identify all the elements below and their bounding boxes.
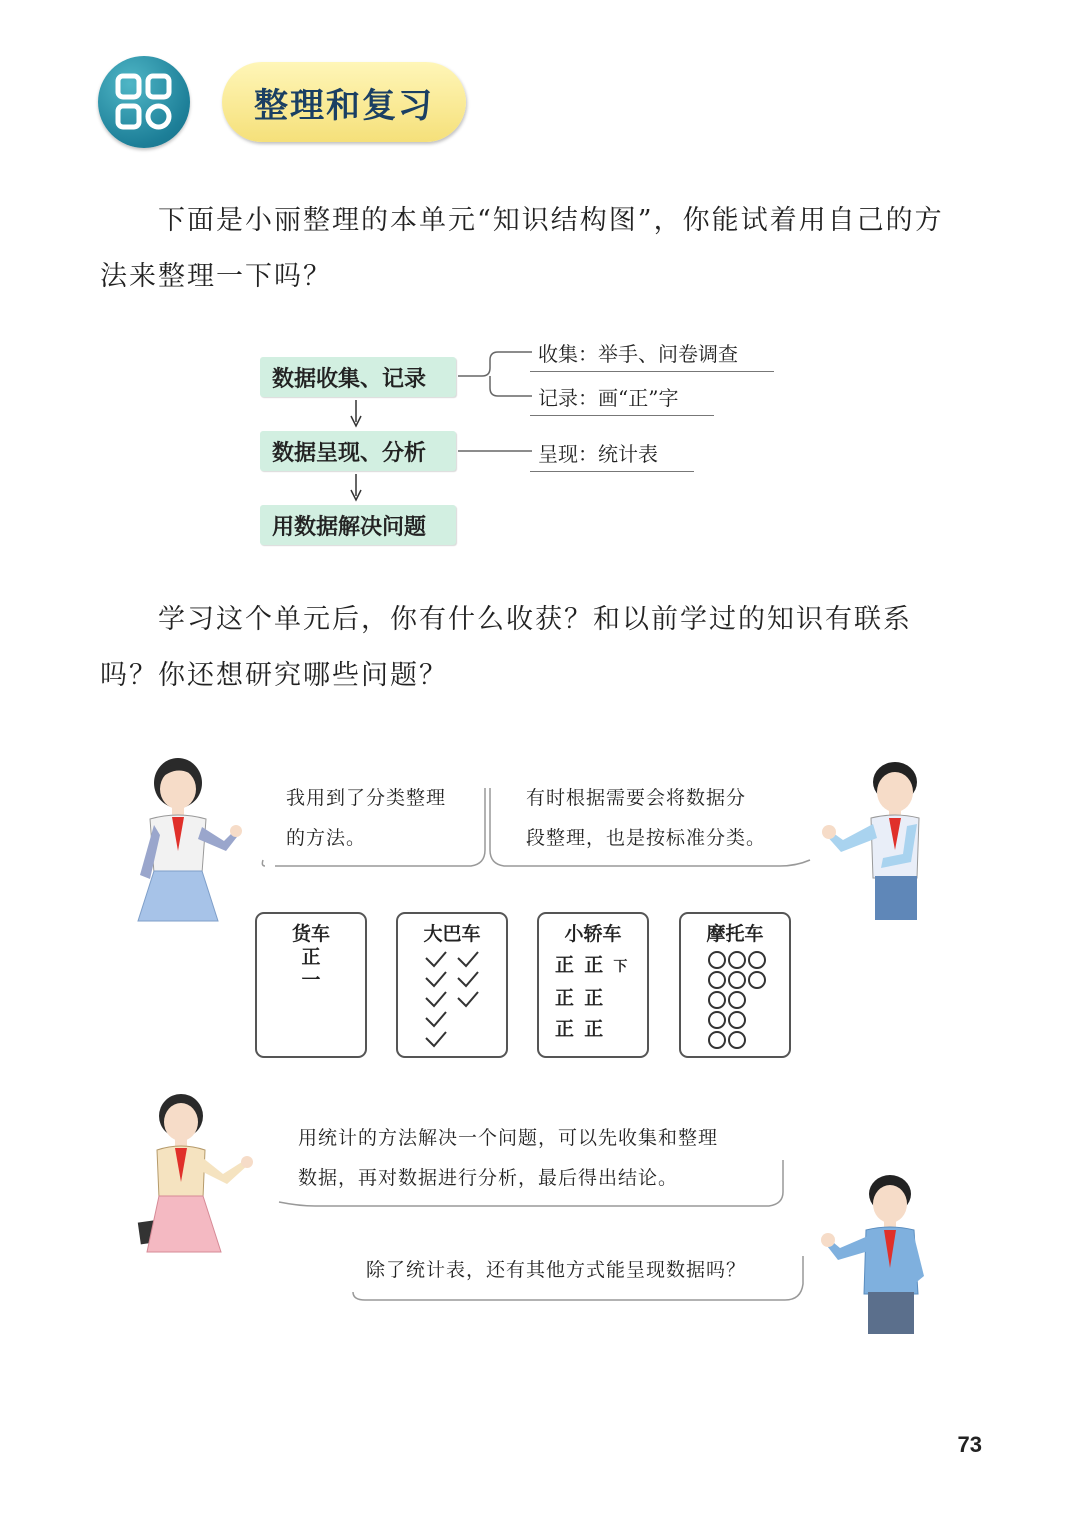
intro-line-2: 法来整理一下吗？ [100, 261, 332, 292]
map-step-solve-problems: 用数据解决问题 [260, 505, 456, 545]
tally-card-car-label: 小轿车 [564, 923, 622, 945]
grid-icon [98, 56, 190, 148]
boy-pointing-illustration [818, 1172, 938, 1337]
map-branch-record: 记录：画“正”字 [530, 382, 714, 416]
tally-zheng: 正 [555, 1018, 575, 1040]
tally-zheng: 正 [555, 954, 575, 976]
map-branch-present: 呈现：统计表 [530, 438, 694, 472]
map-branch-collect: 收集：举手、问卷调查 [530, 338, 774, 372]
section-icon [98, 56, 190, 148]
girl-student-illustration [132, 755, 247, 925]
intro-paragraph [100, 193, 980, 305]
bubble-2-line-1: 有时根据需要会将数据分 [526, 787, 747, 809]
bubble-3-line-1: 用统计的方法解决一个问题，可以先收集和整理 [298, 1127, 719, 1149]
tally-zheng: 正 [584, 987, 604, 1009]
speech-bubble-4: 除了统计表，还有其他方式能呈现数据吗？ [366, 1259, 747, 1281]
circles-icon [705, 950, 775, 1050]
tally-card-bus-label: 大巴车 [423, 923, 481, 945]
boy-student-illustration [815, 758, 935, 923]
checkmarks-icon [422, 950, 492, 1050]
bubble-1-line-2: 的方法。 [286, 827, 367, 849]
section-title-pill [222, 62, 466, 142]
tally-partial: 下 [613, 959, 628, 975]
bubble-2-line-2: 段整理，也是按标准分类。 [526, 827, 767, 849]
tally-card-truck-label: 货车 [291, 923, 330, 945]
speech-bubble-2 [526, 778, 766, 858]
speech-bubble-3 [298, 1118, 718, 1198]
tally-stroke: 一 [301, 969, 321, 991]
tally-card-car [537, 912, 649, 1058]
tally-zheng: 正 [584, 954, 604, 976]
reflection-paragraph [100, 592, 980, 704]
tally-card-motorcycle-label: 摩托车 [706, 923, 764, 945]
map-step-present-analyze: 数据呈现、分析 [260, 431, 456, 471]
speech-bubble-1 [286, 778, 446, 858]
page-number: 73 [957, 1432, 982, 1457]
bubble-3-line-2: 数据，再对数据进行分析，最后得出结论。 [298, 1167, 679, 1189]
tally-card-bus [396, 912, 508, 1058]
tally-zheng: 正 [584, 1018, 604, 1040]
tally-zheng: 正 [301, 946, 321, 968]
reflection-line-1: 学习这个单元后，你有什么收获？和以前学过的知识有联系 [158, 604, 912, 635]
tally-zheng: 正 [555, 987, 575, 1009]
tally-card-motorcycle [679, 912, 791, 1058]
tally-card-truck [255, 912, 367, 1058]
girl-with-book-illustration [135, 1090, 260, 1255]
section-title: 整理和复习 [254, 85, 434, 126]
reflection-line-2: 吗？你还想研究哪些问题？ [100, 660, 448, 691]
bubble-1-line-1: 我用到了分类整理 [286, 787, 447, 809]
knowledge-map [250, 330, 790, 560]
map-step-collect-record: 数据收集、记录 [260, 357, 456, 397]
intro-line-1: 下面是小丽整理的本单元“知识结构图”，你能试着用自己的方 [158, 205, 944, 236]
